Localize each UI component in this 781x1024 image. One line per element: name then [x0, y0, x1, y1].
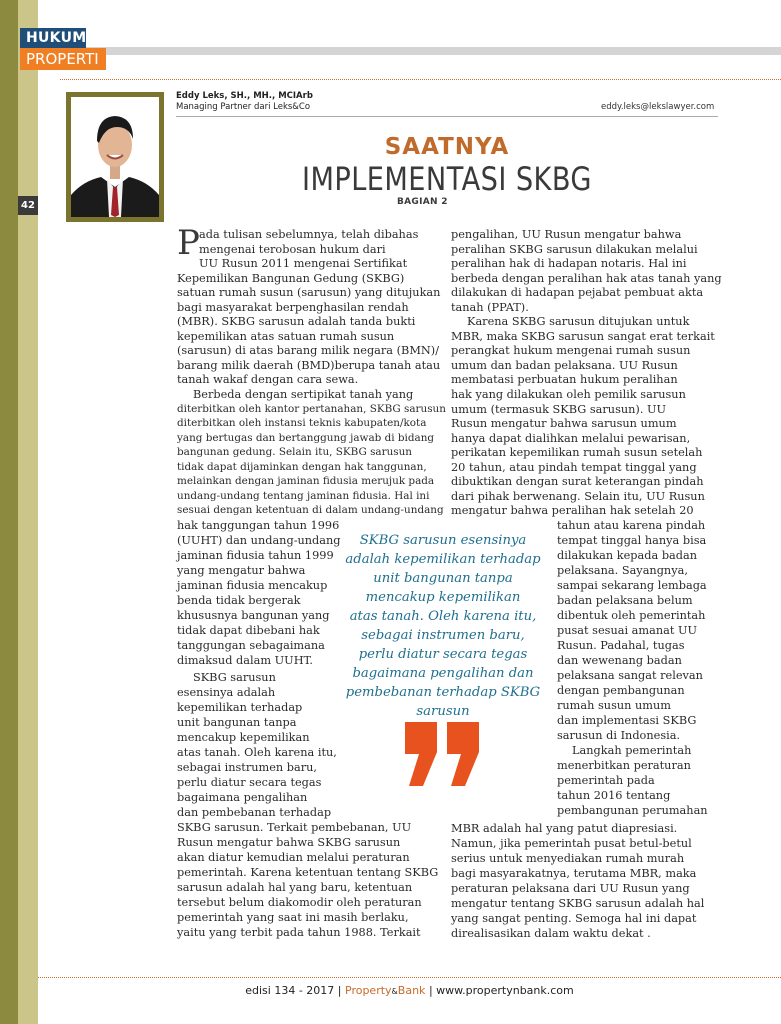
body-line: sarusun adalah hal yang baru, ketentuan: [177, 881, 413, 894]
author-photo: [66, 92, 164, 222]
body-line: perikatan kepemilikan rumah susun setelah: [451, 446, 703, 459]
body-line: bagi masyarakat berpenghasilan rendah: [177, 301, 409, 314]
body-line: tempat tinggal hanya bisa: [557, 534, 707, 547]
body-line: kepemilikan terhadap: [177, 701, 303, 714]
footer-separator: |: [337, 984, 342, 997]
body-line: melainkan dengan jaminan fidusia merujuk pada: [177, 475, 435, 487]
body-line: (UUHT) dan undang-undang: [177, 534, 341, 547]
footer-brand-amp: &: [391, 987, 398, 996]
body-line: dan pembebanan terhadap: [177, 806, 332, 819]
pull-quote-line: atas tanah. Oleh karena itu,: [349, 609, 537, 624]
body-line: pemerintah pada: [557, 774, 655, 787]
pull-quote-line: adalah kepemilikan terhadap: [345, 552, 541, 567]
body-line: jaminan fidusia mencakup: [177, 579, 328, 592]
author-divider: [176, 116, 718, 117]
body-line: (sarusun) di atas barang milik negara (BMN)/: [177, 344, 440, 357]
pull-quote-line: sarusun: [416, 704, 470, 719]
footer: [38, 984, 781, 997]
body-line: dan implementasi SKBG: [557, 714, 697, 727]
body-line: bagi masyarakatnya, terutama MBR, maka: [451, 867, 697, 880]
body-line: yang mengatur bahwa: [177, 564, 306, 577]
body-line: Langkah pemerintah: [572, 744, 692, 757]
body-line: pemerintah. Karena ketentuan tentang SKBG: [177, 866, 439, 879]
body-line: rumah susun umum: [557, 699, 671, 712]
body-line: tanah wakaf dengan cara sewa.: [177, 373, 359, 386]
body-line: benda tidak bergerak: [177, 594, 301, 607]
body-line: UU Rusun 2011 mengenai Sertifikat: [199, 257, 408, 270]
body-line: SKBG sarusun. Terkait pembebanan, UU: [177, 821, 412, 834]
body-line: akan diatur kemudian melalui peraturan: [177, 851, 410, 864]
body-line: mengenai terobosan hukum dari: [199, 243, 386, 256]
body-line: pemerintah yang saat ini masih berlaku,: [177, 911, 409, 924]
pull-quote-line: pembebanan terhadap SKBG: [345, 685, 541, 700]
body-line: barang milik daerah (BMD)berupa tanah atau: [177, 359, 441, 372]
body-line: Karena SKBG sarusun ditujukan untuk: [467, 315, 690, 328]
author-role: Managing Partner dari Leks&Co: [176, 102, 311, 112]
pull-quote-line: SKBG sarusun esensinya: [359, 533, 527, 548]
body-line: atas tanah. Oleh karena itu,: [177, 746, 337, 759]
body-line: tanah (PPAT).: [451, 301, 529, 314]
body-line: umum dan badan pelaksana. UU Rusun: [451, 359, 678, 372]
body-line: sampai sekarang lembaga: [557, 579, 707, 592]
body-line: badan pelaksana belum: [557, 594, 693, 607]
pull-quote-line: unit bangunan tanpa: [373, 571, 513, 586]
side-stripe-olive: [0, 0, 18, 1024]
body-line: Berbeda dengan sertipikat tanah yang: [193, 388, 414, 401]
body-line: diterbitkan oleh instansi teknis kabupaten/kota: [177, 417, 427, 429]
body-line: ada tulisan sebelumnya, telah dibahas: [199, 228, 419, 241]
body-line: perangkat hukum mengenai rumah susun: [451, 344, 691, 357]
body-line: peralihan hak di hadapan notaris. Hal ini: [451, 257, 687, 270]
headline-part: BAGIAN 2: [397, 197, 448, 207]
body-line: hak yang dilakukan oleh pemilik sarusun: [451, 388, 686, 401]
body-line: umum (termasuk SKBG sarusun). UU: [451, 403, 667, 416]
body-line: jaminan fidusia tahun 1999: [177, 549, 334, 562]
body-line: Rusun mengatur bahwa sarusun umum: [451, 417, 677, 430]
body-line: pengalihan, UU Rusun mengatur bahwa: [451, 228, 682, 241]
body-line: 20 tahun, atau pindah tempat tinggal yang: [451, 461, 697, 474]
footer-brand-property: Property: [345, 984, 392, 997]
body-line: MBR, maka SKBG sarusun sangat erat terkait: [451, 330, 715, 343]
body-line: sarusun di Indonesia.: [557, 729, 681, 742]
body-line: kepemilikan atas satuan rumah susun: [177, 330, 395, 343]
body-line: mengatur tentang SKBG sarusun adalah hal: [451, 897, 705, 910]
body-line: yang bertugas dan bertanggung jawab di bidang: [177, 432, 435, 444]
drop-cap: P: [177, 223, 200, 263]
body-line: sebagai instrumen baru,: [177, 761, 318, 774]
body-line: dengan pembangunan: [557, 684, 685, 697]
body-line: yang sangat penting. Semoga hal ini dapat: [451, 912, 697, 925]
body-line: dibentuk oleh pemerintah: [557, 609, 706, 622]
body-line: bagaimana pengalihan: [177, 791, 308, 804]
body-line: Rusun mengatur bahwa SKBG sarusun: [177, 836, 401, 849]
body-line: menerbitkan peraturan: [557, 759, 691, 772]
footer-edition: edisi 134 - 2017: [245, 984, 335, 997]
body-line: tersebut belum diakomodir oleh peraturan: [177, 896, 422, 909]
body-line: tidak dapat dijaminkan dengan hak tanggunan,: [177, 461, 427, 473]
body-line: dilakukan di hadapan pejabat pembuat akta: [451, 286, 704, 299]
side-stripe-khaki: [18, 0, 38, 1024]
footer-url: www.propertynbank.com: [436, 984, 574, 997]
header-bar: [38, 47, 781, 55]
body-line: tahun 2016 tentang: [557, 789, 671, 802]
headline-title: IMPLEMENTASI SKBG: [302, 160, 592, 198]
pull-quote-line: sebagai instrumen baru,: [361, 628, 525, 643]
body-line: satuan rumah susun (sarusun) yang ditujukan: [177, 286, 441, 299]
body-line: berbeda dengan peralihan hak atas tanah yang: [451, 272, 722, 285]
body-line: dimaksud dalam UUHT.: [177, 654, 314, 667]
body-line: unit bangunan tanpa: [177, 716, 297, 729]
pull-quote-line: perlu diatur secara tegas: [358, 647, 528, 662]
body-line: bangunan gedung. Selain itu, SKBG sarusun: [177, 446, 412, 458]
body-line: MBR adalah hal yang patut diapresiasi.: [451, 822, 678, 835]
rubric-hukum: HUKUM: [20, 28, 86, 48]
body-line: Rusun. Padahal, tugas: [557, 639, 685, 652]
body-line: mencakup kepemilikan: [177, 731, 310, 744]
header-divider: [60, 79, 781, 80]
body-line: tidak dapat dibebani hak: [177, 624, 320, 637]
body-line: sesuai dengan ketentuan di dalam undang-undang: [177, 504, 444, 516]
body-line: tanggungan sebagaimana: [177, 639, 325, 652]
body-line: pusat sesuai amanat UU: [557, 624, 698, 637]
body-line: hanya dapat dialihkan melalui pewarisan,: [451, 432, 691, 445]
author-name: Eddy Leks, SH., MH., MCIArb: [176, 91, 313, 101]
body-line: pembangunan perumahan: [557, 804, 708, 817]
body-line: diterbitkan oleh kantor pertanahan, SKBG sarusun: [177, 403, 446, 415]
body-line: serius untuk menyediakan rumah murah: [451, 852, 685, 865]
footer-divider: [38, 977, 781, 978]
author-portrait-image: [71, 97, 159, 217]
body-line: dan wewenang badan: [557, 654, 682, 667]
body-line: SKBG sarusun: [193, 671, 276, 684]
body-line: Kepemilikan Bangunan Gedung (SKBG): [177, 272, 405, 285]
body-line: khususnya bangunan yang: [177, 609, 330, 622]
body-line: dibuktikan dengan surat keterangan pindah: [451, 475, 704, 488]
body-line: tahun atau karena pindah: [557, 519, 706, 532]
body-line: pelaksana sangat relevan: [557, 669, 703, 682]
quote-mark-icon: [405, 722, 481, 790]
body-line: pelaksana. Sayangnya,: [557, 564, 688, 577]
body-line: perlu diatur secara tegas: [177, 776, 322, 789]
pull-quote-line: bagaimana pengalihan dan: [352, 666, 534, 681]
footer-brand-bank: Bank: [397, 984, 426, 997]
body-line: peralihan SKBG sarusun dilakukan melalui: [451, 243, 698, 256]
body-line: direalisasikan dalam waktu dekat .: [451, 927, 651, 940]
body-line: (MBR). SKBG sarusun adalah tanda bukti: [177, 315, 416, 328]
headline-kicker: SAATNYA: [384, 134, 510, 160]
pull-quote-line: mencakup kepemilikan: [365, 590, 521, 605]
footer-separator: |: [428, 984, 433, 997]
page-number: 42: [18, 196, 38, 215]
body-line: Namun, jika pemerintah pusat betul-betul: [451, 837, 692, 850]
author-email: eddy.leks@lekslawyer.com: [601, 102, 715, 112]
body-line: peraturan pelaksana dari UU Rusun yang: [451, 882, 690, 895]
body-line: hak tanggungan tahun 1996: [177, 519, 340, 532]
body-line: mengatur bahwa peralihan hak setelah 20: [451, 504, 694, 517]
body-line: yaitu yang terbit pada tahun 1988. Terkait: [177, 926, 421, 939]
body-line: dari pihak berwenang. Selain itu, UU Rusun: [451, 490, 705, 503]
body-line: undang-undang tentang jaminan fidusia. Hal ini: [177, 490, 430, 502]
body-line: esensinya adalah: [177, 686, 276, 699]
body-line: membatasi perbuatan hukum peralihan: [451, 373, 678, 386]
body-line: dilakukan kepada badan: [557, 549, 698, 562]
rubric-properti: PROPERTI: [20, 48, 106, 70]
